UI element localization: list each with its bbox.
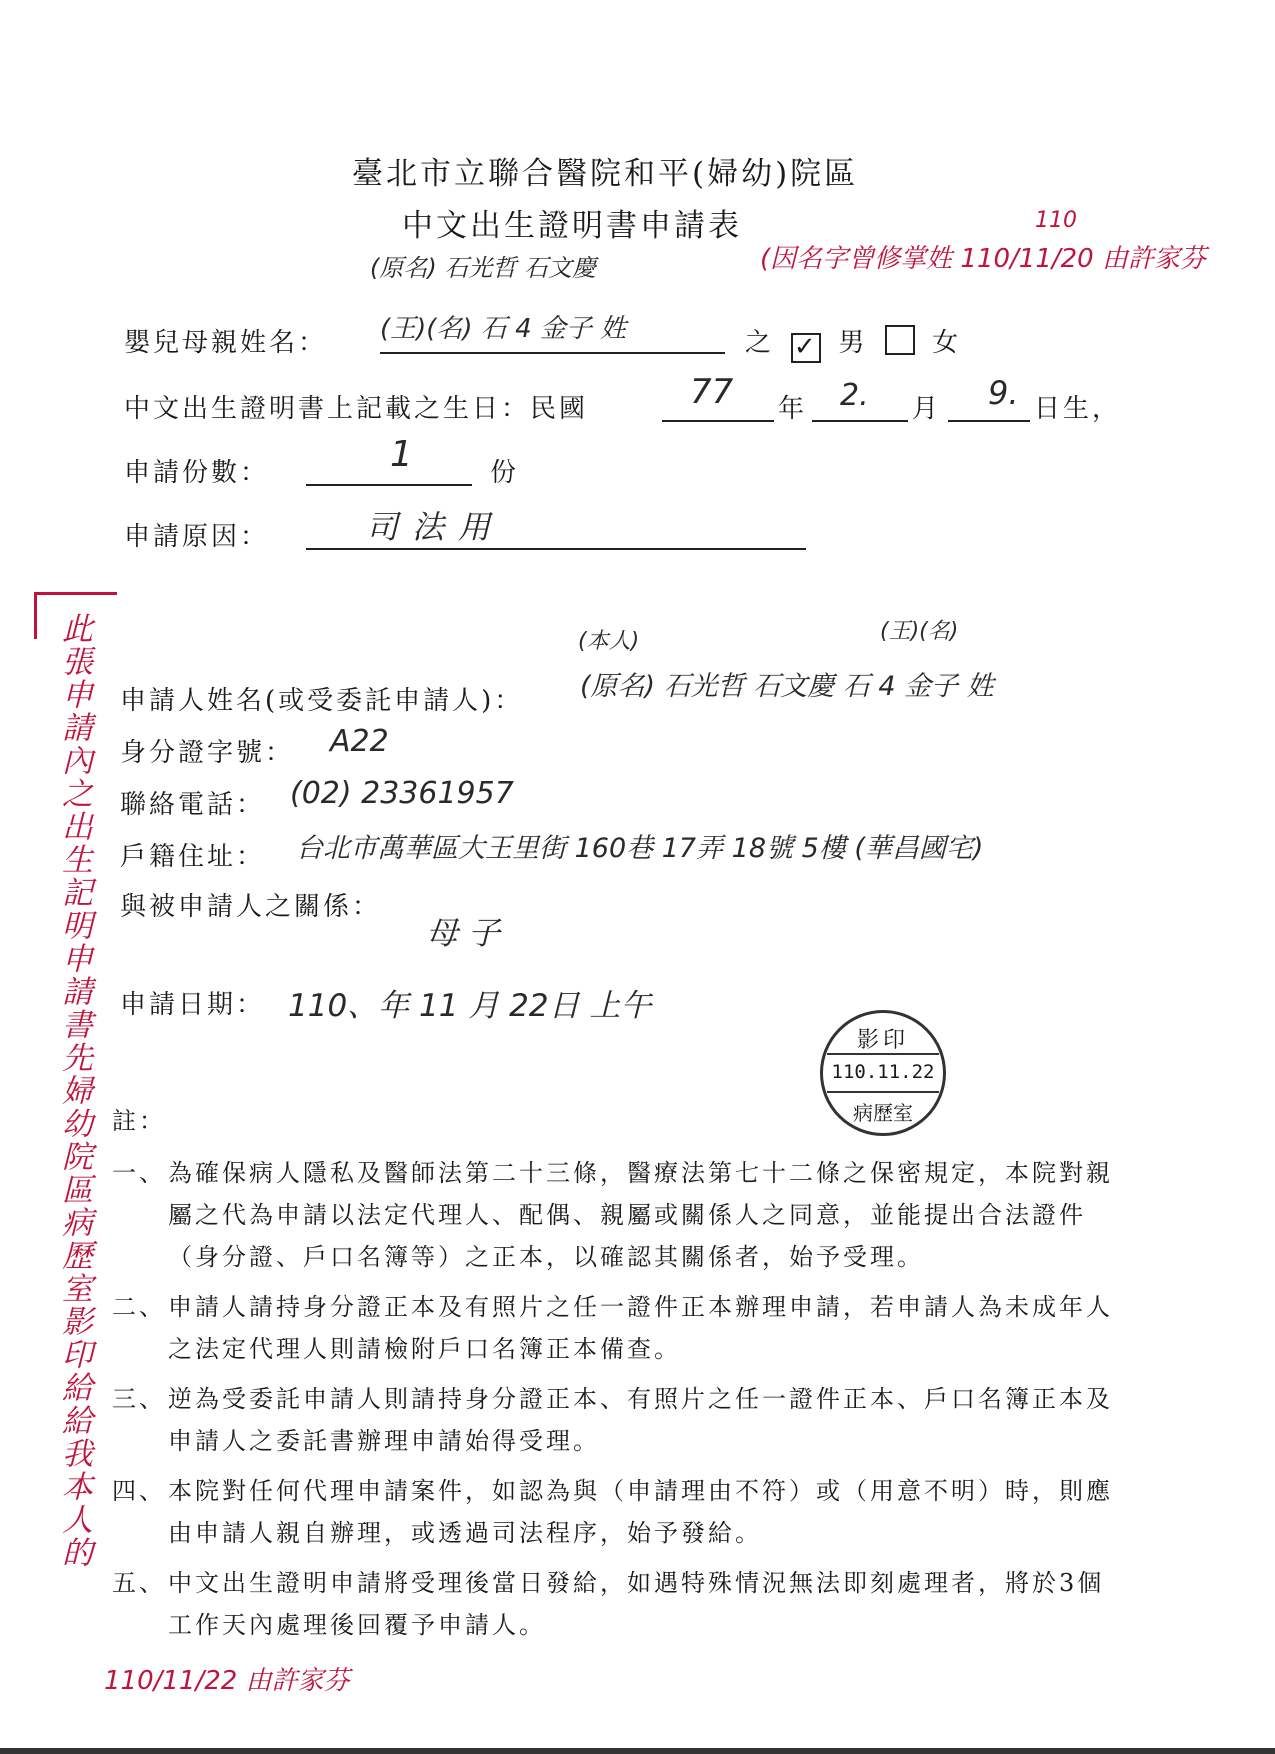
address-value: 台北市萬華區大王里街 160巷 17弄 18號 5樓 (華昌國宅) [296, 833, 984, 864]
child-name-note: (原名) 石光哲 石文慶 [370, 254, 596, 282]
bottom-left-note: 110/11/22 由許家芬 [104, 1666, 350, 1696]
note-text: 中文出生證明申請將受理後當日發給，如遇特殊情況無法即刻處理者，將於3個工作天內處理後回覆予申請人。 [168, 1569, 1105, 1639]
note-number: 二、 [112, 1293, 166, 1321]
note-number: 一、 [112, 1159, 166, 1187]
birth-year-underline [662, 420, 774, 422]
id-label: 身分證字號： [120, 738, 295, 768]
birth-date-label: 中文出生證明書上記載之生日：民國 [124, 394, 589, 424]
month-label: 月 [912, 394, 942, 424]
note-text: 為確保病人隱私及醫師法第二十三條，醫療法第七十二條之保密規定，本院對親屬之代為申請以法定代理人、配偶、親屬或關係人之同意，並能提出合法證件（身分證、戶口名簿等）之正本，以確認其關係者，始予受理。 [168, 1159, 1113, 1271]
applicant-note-mother: (王)(名) [880, 619, 959, 644]
gender-row [745, 322, 961, 363]
scan-edge [0, 1748, 1275, 1754]
female-checkbox[interactable] [885, 325, 915, 355]
applicant-value: (原名) 石光哲 石文慶 石 4 金子 姓 [580, 671, 994, 702]
note-number: 三、 [112, 1385, 166, 1413]
relation-label: 與被申請人之關係： [120, 892, 382, 922]
id-value: A22 [330, 724, 389, 759]
stamp-bottom-text: 病歷室 [853, 1101, 913, 1125]
form-title-line2: 中文出生證明書申請表 [402, 208, 742, 244]
copies-value: 1 [390, 434, 413, 475]
left-margin-note: 此張申請內之出生記明申請書先婦幼院區病歷室影印給給我本人的 [56, 612, 92, 1569]
day-label: 日生， [1034, 394, 1122, 424]
phone-value: (02) 23361957 [290, 776, 514, 811]
address-label: 戶籍住址： [120, 842, 266, 872]
copies-unit: 份 [490, 458, 520, 488]
note-text: 逆為受委託申請人則請持身分證正本、有照片之任一證件正本、戶口名簿正本及申請人之委託書辦理申請始得受理。 [168, 1385, 1113, 1455]
reason-value: 司法用 [366, 508, 505, 546]
copies-underline [306, 484, 472, 486]
male-checkbox[interactable] [791, 333, 821, 363]
stamp-divider-top [827, 1053, 939, 1055]
mother-name-value: (王)(名) 石 4 金子 姓 [380, 314, 627, 344]
stamp-divider-bottom [827, 1091, 939, 1093]
birth-year-value: 77 [690, 372, 734, 412]
phone-label: 聯絡電話： [120, 790, 266, 820]
form-title-line1: 臺北市立聯合醫院和平(婦幼)院區 [352, 156, 859, 192]
note-number: 四、 [112, 1477, 166, 1505]
application-date-label: 申請日期： [120, 990, 266, 1020]
female-label: 女 [932, 328, 962, 358]
birth-day-value: 9. [988, 374, 1019, 412]
note-item-3 [112, 1378, 1132, 1468]
of-label: 之 [745, 328, 775, 358]
mother-name-label: 嬰兒母親姓名： [124, 328, 328, 358]
note-number: 五、 [112, 1569, 166, 1597]
notes-heading: 註： [112, 1107, 166, 1135]
note-text: 本院對任何代理申請案件，如認為與（申請理由不符）或（用意不明）時，則應由申請人親自辦理，或透過司法程序，始予發給。 [168, 1477, 1113, 1547]
reason-underline [306, 548, 806, 550]
copy-stamp [820, 1010, 946, 1136]
stamp-top-text: 影印 [856, 1028, 909, 1053]
year-label: 年 [778, 394, 808, 424]
mother-name-underline [380, 352, 725, 354]
check-mark-icon: ✓ [793, 332, 819, 362]
correction-note-year: 110 [1035, 208, 1077, 233]
note-item-1 [112, 1152, 1132, 1282]
copies-label: 申請份數： [124, 458, 270, 488]
correction-note-top-right: (因名字曾修掌姓 110/11/20 由許家芬 [760, 244, 1206, 274]
reason-label: 申請原因： [124, 522, 270, 552]
note-text: 申請人請持身分證正本及有照片之任一證件正本辦理申請，若申請人為未成年人之法定代理人則請檢附戶口名簿正本備查。 [168, 1293, 1113, 1363]
application-date-value: 110、年 11 月 22日 上午 [288, 988, 652, 1024]
birth-month-value: 2. [840, 378, 869, 413]
note-item-2 [112, 1286, 1132, 1376]
birth-month-underline [812, 420, 908, 422]
note-item-4 [112, 1470, 1132, 1560]
male-label: 男 [838, 328, 868, 358]
birth-day-underline [948, 420, 1030, 422]
relation-value: 母子 [426, 914, 511, 952]
applicant-note-self: (本人) [578, 629, 640, 654]
stamp-date: 110.11.22 [831, 1061, 935, 1083]
note-item-5 [112, 1562, 1132, 1652]
applicant-label: 申請人姓名(或受委託申請人)： [120, 686, 524, 716]
